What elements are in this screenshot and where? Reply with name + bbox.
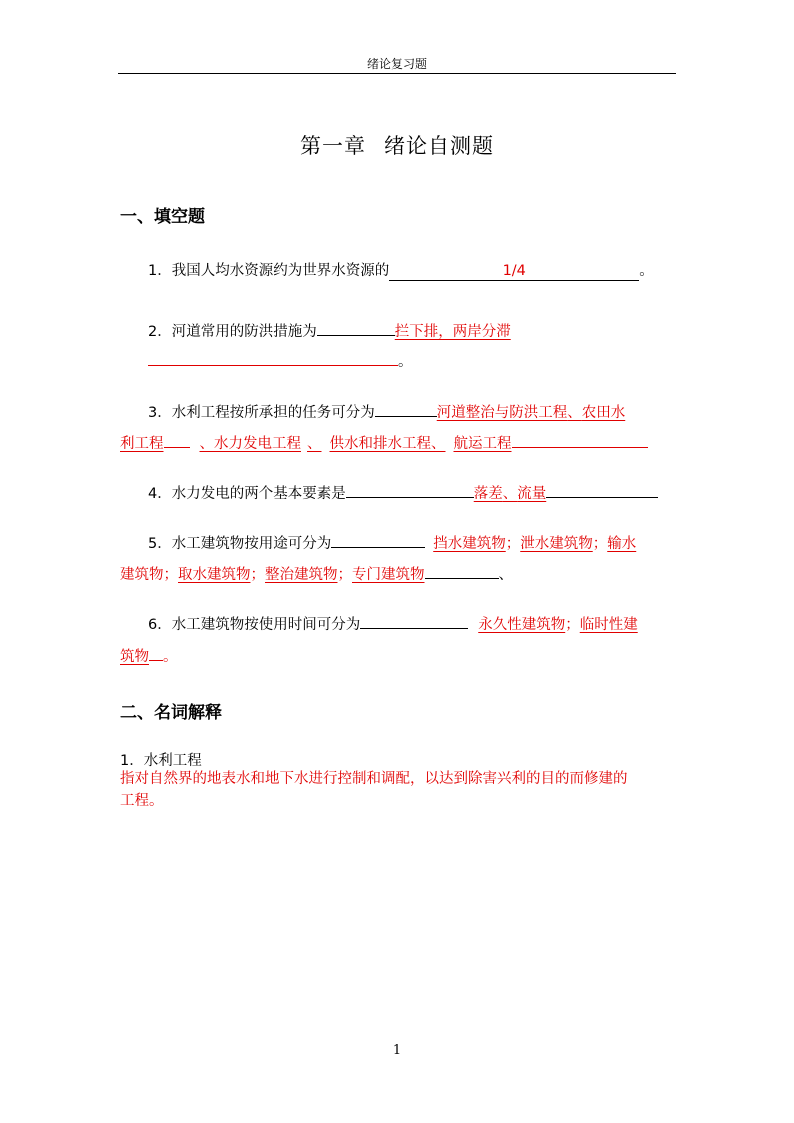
question-4-answer-2: 流量 <box>517 486 547 502</box>
question-5-text: 5．水工建筑物按用途可分为 <box>148 536 332 552</box>
question-1-suffix: 。 <box>639 263 654 279</box>
section-heading-fill-blank: 一、填空题 <box>120 207 205 227</box>
question-3-answer-5: 航运工程 <box>453 436 512 452</box>
question-3-blank <box>375 401 437 417</box>
question-5-answer-3: 输水 <box>607 536 637 552</box>
question-3-answer-3: 水力发电工程 <box>214 436 301 452</box>
question-6-blank <box>360 613 468 629</box>
question-2-blank <box>317 320 395 336</box>
question-3-answer-2: 农田水 <box>581 405 626 421</box>
question-5-answer-1: 挡水建筑物 <box>433 536 506 552</box>
header-rule <box>118 73 676 74</box>
question-6: 6．水工建筑物按使用时间可分为 永久性建筑物；临时性建 <box>148 613 638 634</box>
question-3-text: 3．水利工程按所承担的任务可分为 <box>148 405 375 421</box>
title-chapter: 第一章 <box>300 134 366 158</box>
question-6-text: 6．水工建筑物按使用时间可分为 <box>148 617 361 633</box>
question-5-continued: 建筑物；取水建筑物；整治建筑物；专门建筑物 、 <box>120 563 513 584</box>
question-2 <box>148 320 511 341</box>
question-3-answer-2-cont: 利工程 <box>120 436 164 452</box>
question-3-answer-4: 供水和排水工程 <box>329 436 431 452</box>
question-4-answer-1: 落差 <box>473 486 503 502</box>
question-2-text: 2．河道常用的防洪措施为 <box>148 324 317 340</box>
page-title <box>0 130 794 160</box>
page-number: 1 <box>392 1043 402 1058</box>
question-3-continued: 利工程 、水力发电工程 、 供水和排水工程、 航运工程 <box>120 432 648 453</box>
title-subject: 绪论自测题 <box>384 134 494 158</box>
term-1-definition-line-2: 工程。 <box>120 793 164 809</box>
question-5-answer-5: 整治建筑物 <box>265 567 338 583</box>
question-4: 4．水力发电的两个基本要素是 落差、流量 <box>148 482 658 503</box>
question-5-suffix: 、 <box>498 567 513 583</box>
question-5-answer-4: 取水建筑物 <box>178 567 251 583</box>
question-3: 3．水利工程按所承担的任务可分为 河道整治与防洪工程、农田水 <box>148 401 625 422</box>
question-6-continued <box>120 645 178 666</box>
question-1-answer: 1/4 <box>389 263 639 281</box>
question-6-answer-2: 临时性建 <box>579 617 638 633</box>
question-2-suffix: 。 <box>398 354 413 370</box>
question-1-text: 1．我国人均水资源约为世界水资源的 <box>148 263 390 279</box>
question-2-blank-2 <box>148 350 398 366</box>
question-5-answer-3-cont: 建筑物 <box>120 567 164 583</box>
section-heading-definitions: 二、名词解释 <box>120 703 222 723</box>
question-2-answer: 拦下排，两岸分滞 <box>394 324 511 340</box>
question-1 <box>148 259 654 281</box>
question-4-text: 4．水力发电的两个基本要素是 <box>148 486 346 502</box>
running-header: 绪论复习题 <box>366 57 427 71</box>
question-6-suffix: 。 <box>163 649 178 665</box>
question-2-continued <box>148 350 413 371</box>
question-5-answer-6: 专门建筑物 <box>352 567 425 583</box>
term-1-definition <box>120 768 680 812</box>
question-6-answer-1: 永久性建筑物 <box>478 617 566 633</box>
question-5: 5．水工建筑物按用途可分为 挡水建筑物；泄水建筑物；输水 <box>148 532 636 553</box>
term-1-label: 1．水利工程 <box>120 753 202 769</box>
question-6-answer-2-cont: 筑物 <box>120 649 149 665</box>
question-4-blank <box>346 482 462 498</box>
question-3-answer-1: 河道整治与防洪工程 <box>436 405 568 421</box>
question-5-answer-2: 泄水建筑物 <box>520 536 593 552</box>
question-5-blank <box>331 532 425 548</box>
term-1-definition-line-1: 指对自然界的地表水和地下水进行控制和调配，以达到除害兴利的目的而修建的 <box>120 771 628 787</box>
